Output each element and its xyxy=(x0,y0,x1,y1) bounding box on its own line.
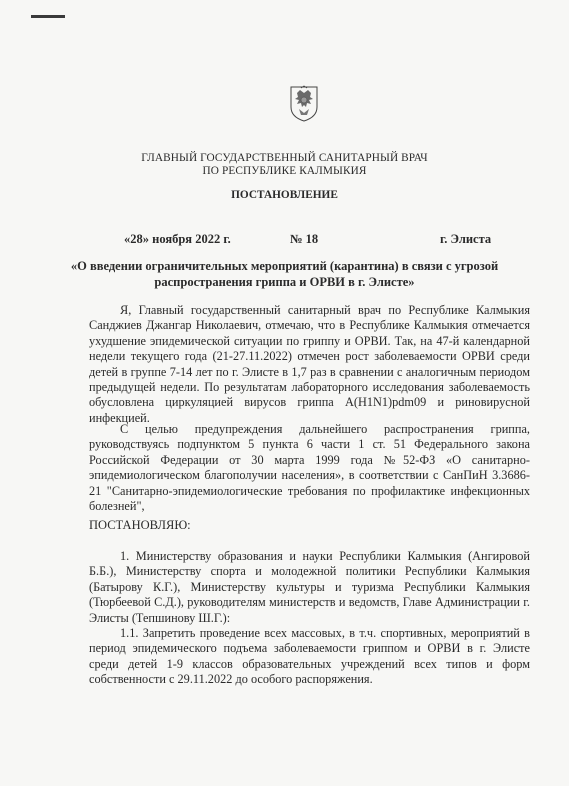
document-date: «28» ноября 2022 г. xyxy=(124,232,231,246)
coat-of-arms-icon xyxy=(289,85,319,123)
authority-line-1: ГЛАВНЫЙ ГОСУДАРСТВЕННЫЙ САНИТАРНЫЙ ВРАЧ xyxy=(141,152,428,164)
document-type: ПОСТАНОВЛЕНИЕ xyxy=(231,189,338,201)
document-number: № 18 xyxy=(290,232,319,246)
issuing-authority xyxy=(0,152,569,177)
document-city: г. Элиста xyxy=(440,232,492,246)
paragraph-intro: Я, Главный государственный санитарный врач по Республике Калмыкия Санджиев Джангар Николаевич, отмечаю, что в Республике Калмыкия отмечается ухудшение эпидемической ситуации по гриппу и ОРВИ. Так, на 47-й календарной недели текущего года (21-27.11.2022) отмечен рост заболеваемости ОРВИ среди детей в группе 7-14 лет по г. Элисте в 1,7 раз в сравнении с аналогичным периодом предыдущей недели. По результатам лабораторного исследования заболеваемость обусловлена циркуляцией вирусов гриппа A(H1N1)pdm09 и риновирусной инфекцией. xyxy=(89,303,530,425)
decree-item-1: 1. Министерству образования и науки Республики Калмыкия (Ангировой Б.Б.), Министерству спорта и молодежной политики Республики Калмыкия (Батырову К.Г.), Министерству культуры и туризма Республики Калмыкия (Тюрбеевой С.Д.), руководителям министерств и ведомств, Главе Администрации г. Элисты (Тепшинову Ш.Г.): xyxy=(89,549,530,625)
title-line-2: распространения гриппа и ОРВИ в г. Элисте» xyxy=(154,275,415,289)
authority-line-2: ПО РЕСПУБЛИКЕ КАЛМЫКИЯ xyxy=(202,164,367,177)
paragraph-legal-basis: С целью предупреждения дальнейшего распространения гриппа, руководствуясь подпунктом 5 пункта 6 части 1 ст. 51 Федерального закона Российской Федерации от 30 марта 1999 года №52-ФЗ «О санитарно-эпидемиологическом благополучии населения», в соответствии с СанПиН 3.3686-21 "Санитарно-эпидемиологические требования по профилактике инфекционных болезней", xyxy=(89,422,530,514)
scan-mark xyxy=(31,15,65,18)
document-title xyxy=(0,258,569,290)
title-line-1: «О введении ограничительных мероприятий (карантина) в связи с угрозой xyxy=(70,259,499,273)
decree-heading: ПОСТАНОВЛЯЮ: xyxy=(89,518,191,532)
decree-item-1-1: 1.1. Запретить проведение всех массовых, в т.ч. спортивных, мероприятий в период эпидемического подъема заболеваемости гриппом и ОРВИ в г. Элисте среди детей 1-9 классов образовательных учреждений всех типов и форм собственности с 29.11.2022 до особого распоряжения. xyxy=(89,626,530,687)
